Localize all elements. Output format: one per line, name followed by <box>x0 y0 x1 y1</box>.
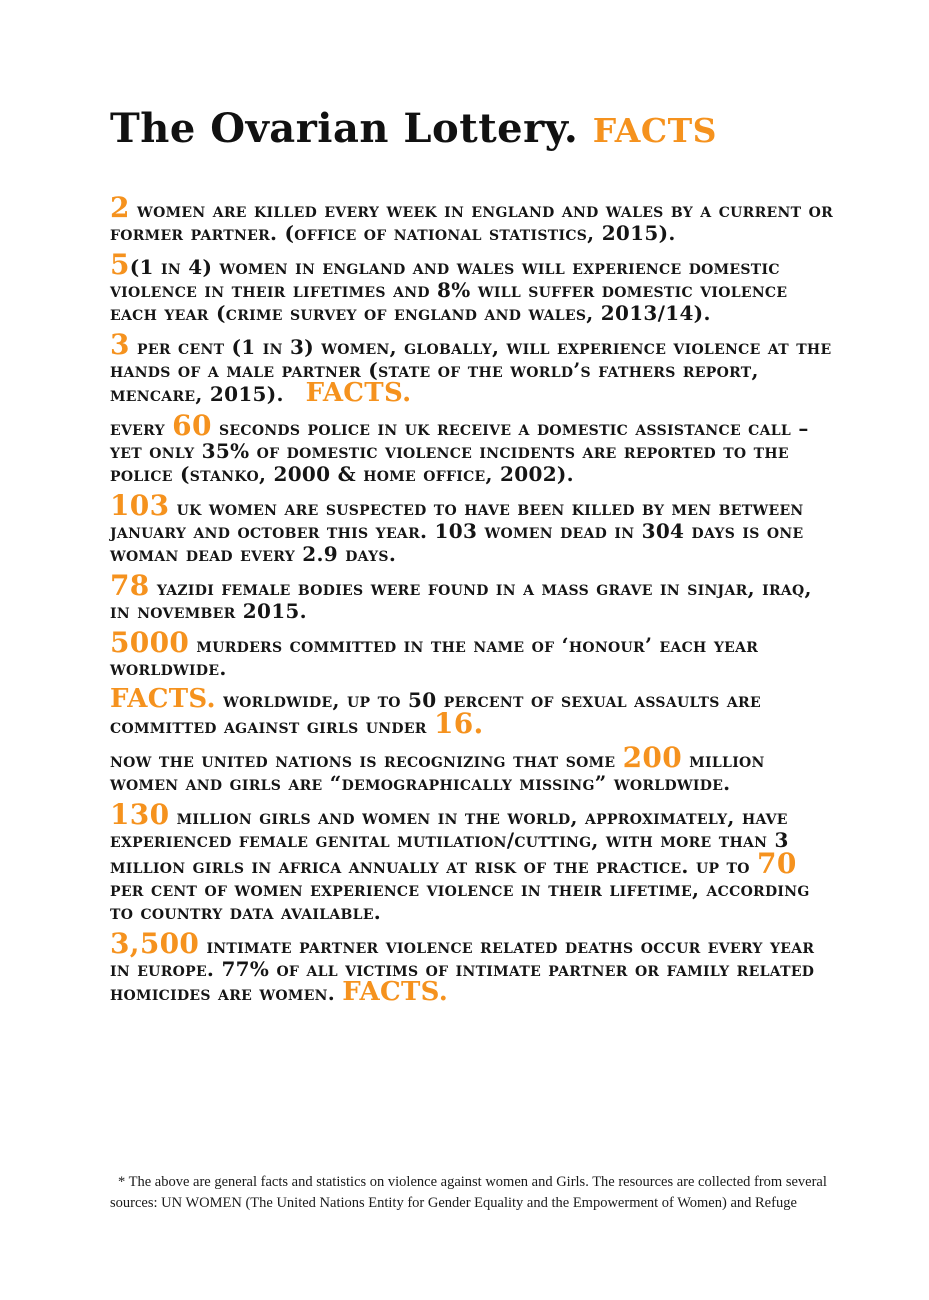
fact-text: uk women are suspected to have been killed by men between january and october this year. 103 women dead in 304 days is one woman dead every 2.9 days. <box>110 496 804 566</box>
fact-text: seconds police in uk receive a domestic assistance call – yet only 35% of domestic violence incidents are reported to the police (stanko, 2000 & home office, 2002). <box>110 416 809 486</box>
fact-item <box>110 626 835 680</box>
fact-number: 3,500 <box>110 927 200 960</box>
fact-item <box>110 798 835 924</box>
fact-number: 103 <box>110 489 170 522</box>
fact-text: per cent of women experience violence in their lifetime, according to country data available. <box>110 877 810 924</box>
fact-number: 78 <box>110 569 150 602</box>
fact-lead: every <box>110 416 173 440</box>
fact-item <box>110 409 835 486</box>
facts-list <box>110 191 835 1013</box>
facts-callout: FACTS. <box>305 378 412 408</box>
fact-number: 2 <box>110 191 130 224</box>
fact-item <box>110 191 835 245</box>
fact-text: million girls and women in the world, approximately, have experienced female genital mutilation/cutting, with more than 3 million girls in africa annually at risk of the practice. up to <box>110 805 789 878</box>
fact-text: yazidi female bodies were found in a mass grave in sinjar, iraq, in november 2015. <box>110 576 812 623</box>
title-text: The Ovarian Lottery. <box>110 105 579 152</box>
footnote: * The above are general facts and statistics on violence against women and Girls. The resources are collected from several sources: UN WOMEN (The United Nations Entity for Gender Equality and the Empowerment of Women) and Refuge <box>110 1174 827 1211</box>
fact-lead: now the united nations is recognizing that some <box>110 748 623 772</box>
fact-item <box>110 328 835 408</box>
fact-text: million women and girls are “demographically missing” worldwide. <box>110 748 765 795</box>
page-title <box>110 104 717 156</box>
fact-number: 3 <box>110 328 130 361</box>
fact-text: worldwide, up to 50 percent of sexual assaults are committed against girls under <box>110 688 761 738</box>
fact-text: murders committed in the name of ‘honour’ each year worldwide. <box>110 633 759 680</box>
fact-item <box>110 684 835 740</box>
fact-number: 5000 <box>110 626 190 659</box>
fact-text: per cent (1 in 3) women, globally, will experience violence at the hands of a male partner (state of the world’s fathers report, mencare, 2015). <box>110 335 832 406</box>
fact-number: 60 <box>172 409 212 442</box>
title-accent: FACTS <box>592 111 717 150</box>
fact-item <box>110 927 835 1007</box>
fact-number: 70 <box>757 847 797 880</box>
fact-item <box>110 489 835 566</box>
fact-number: 16. <box>433 707 484 740</box>
fact-text: intimate partner violence related deaths occur every year in europe. 77% of all victims of intimate partner or family related homicides are women. <box>110 934 815 1005</box>
fact-item <box>110 741 835 795</box>
facts-callout: FACTS. <box>110 684 216 714</box>
fact-text: women are killed every week in england and wales by a current or former partner. (office of national statistics, 2015). <box>110 198 834 245</box>
fact-text: (1 in 4) women in england and wales will experience domestic violence in their lifetimes and 8% will suffer domestic violence each year (crime survey of england and wales, 2013/14). <box>110 255 788 325</box>
facts-callout: FACTS. <box>342 977 449 1007</box>
fact-number: 200 <box>622 741 682 774</box>
fact-item <box>110 569 835 623</box>
fact-item <box>110 248 835 325</box>
fact-number: 130 <box>110 798 170 831</box>
fact-number: 5 <box>110 248 130 281</box>
